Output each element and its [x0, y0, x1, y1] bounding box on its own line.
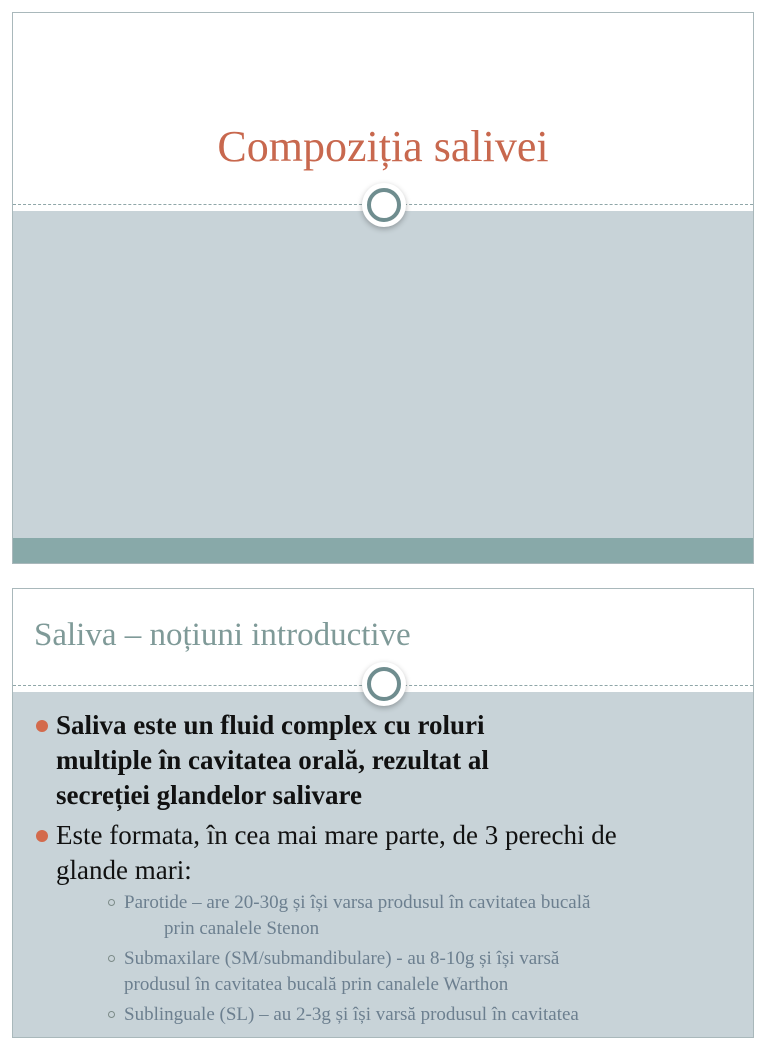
sub-bullet-item: Sublinguale (SL) – au 2-3g și își varsă produsul în cavitatea: [124, 1002, 724, 1028]
sub-bullet-item: Submaxilare (SM/submandibulare) - au 8-10g și își varsă produsul în cavitatea bucală prin canalele Warthon: [124, 946, 724, 998]
ring-ornament-icon: [367, 667, 401, 701]
title-slide: [12, 12, 754, 564]
slide-body: [13, 692, 753, 1038]
sub-bullet-item: Parotide – are 20-30g și își varsa produsul în cavitatea bucală prin canalele Stenon: [124, 890, 724, 942]
slide-title: Compoziția salivei: [217, 122, 549, 171]
sub-bullet-circle-icon: [108, 955, 115, 962]
slide-heading: Saliva – noțiuni introductive: [34, 617, 411, 653]
bullet-dot-icon: [36, 720, 48, 732]
content-slide: [12, 588, 754, 1038]
sub-bullet-circle-icon: [108, 899, 115, 906]
ring-ornament-icon: [367, 188, 401, 222]
subtitle-area: [13, 211, 753, 538]
title-area: [13, 13, 753, 207]
bullet-item: Saliva este un fluid complex cu roluri multiple în cavitatea orală, rezultat al secreției glandelor salivare: [56, 708, 736, 813]
bullet-dot-icon: [36, 830, 48, 842]
footer-bar: [13, 538, 753, 564]
sub-bullet-circle-icon: [108, 1011, 115, 1018]
bullet-item: Este formata, în cea mai mare parte, de 3 perechi de glande mari:: [56, 818, 736, 888]
